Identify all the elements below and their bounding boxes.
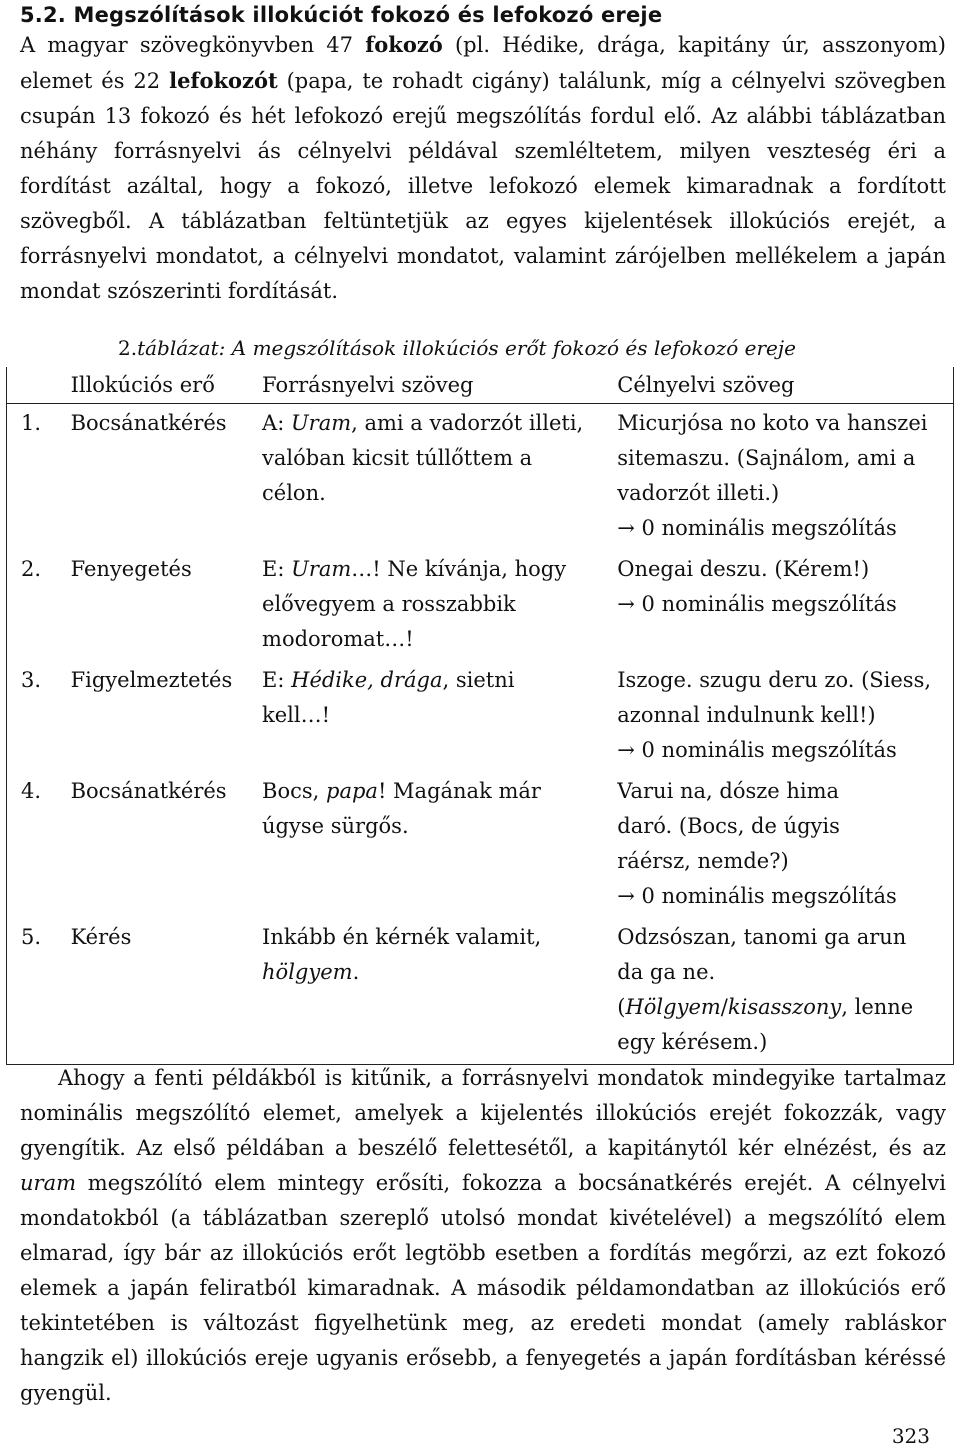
target-separator: / [720,995,728,1019]
row-target [617,661,953,772]
row-source [262,661,617,772]
row-number: 3. [7,661,71,772]
caption-number: 2. [118,336,138,360]
target-text: Micurjósa no koto va hanszei sitemaszu. (Sajnálom, ami a vadorzót illeti.) [617,411,928,505]
source-address-term: Uram [291,557,352,581]
row-number: 1. [7,404,71,551]
source-text: Inkább én kérnék valamit, [262,925,542,949]
intro-text-3: (papa, te rohadt cigány) találunk, míg a célnyelvi szövegben csupán 13 fokozó és hét lefokozó erejű megszólítás fordul elő. Az alábbi táblázatban néhány forrásnyelvi ás célnyelvi példával szemléltetem, milyen veszteség éri a fordítást azáltal, hogy a fokozó, illetve lefokozó elemek kimaradnak a fordított szövegből. A táblázatban feltüntetjük az egyes kijelentések illokúciós erejét, a forrásnyelvi mondatot, a célnyelvi mondatot, valamint zárójelben mellékelem a japán mondat szószerinti fordítását. [20,69,946,303]
source-text: Bocs, [262,779,326,803]
arrow-note: → 0 nominális megszólítás [617,884,897,908]
header-num [7,367,71,404]
row-number: 2. [7,550,71,661]
source-text: , ami a vadorzót illeti, valóban kicsit túllőttem a célon. [262,411,584,505]
header-force: Illokúciós erő [70,373,215,397]
row-force: Bocsánatkérés [71,404,262,551]
source-text: …! Ne kívánja, hogy elővegyem a rosszabbik modoromat…! [262,557,567,651]
source-text: E: [262,557,292,581]
source-address-term: Uram [290,411,352,435]
table-row [7,550,954,661]
source-text: , sietni kell…! [262,668,515,727]
row-force: Bocsánatkérés [70,779,227,803]
row-number: 5. [7,918,71,1065]
source-text: E: [262,668,292,692]
table-row [7,404,954,551]
discussion-text-2: megszólító elem mintegy erősíti, fokozza a bocsánatkérés erejét. A célnyelvi mondatokból (a táblázatban szereplő utolsó mondat kivételével) a megszólító elem elmarad, így bár az illokúciós erőt legtöbb esetben a fordítás megőrzi, az ezt fokozó elemek a japán feliratból kimaradnak. A második példamondatban az illokúciós erő tekintetében is változást figyelhetünk meg, az eredeti mondat (amely rabláskor hangzik el) illokúciós ereje ugyanis erősebb, a fenyegetés a japán fordításban kéréssé gyengül. [20,1171,946,1405]
row-force: Kérés [71,918,262,1065]
intro-bold-fokozo: fokozó [365,32,443,57]
target-text: Iszoge. szugu deru zo. (Siess, azonnal indulnunk kell!) [617,668,932,727]
target-text: Varui na, dósze hima daró. (Bocs, de úgyis ráérsz, nemde?) [617,779,840,873]
table-caption [118,336,796,360]
row-target [617,404,953,551]
examples-table [6,367,954,1065]
source-address-term: Hédike, drága [291,668,443,692]
row-target [617,918,953,1065]
arrow-note: → 0 nominális megszólítás [617,516,897,540]
intro-text-1: A magyar szövegkönyvben 47 [20,33,366,57]
target-text: Onegai deszu. (Kérem!) [617,557,870,581]
row-target [617,772,953,918]
page-number: 323 [891,1424,930,1448]
intro-text-2: (pl. Hédike, drága, kapitány úr, asszonyom) elemet és 22 [20,33,946,93]
row-source [262,404,617,551]
row-force: Fenyegetés [70,557,192,581]
target-address-term: Hölgyem [625,995,721,1019]
caption-text: táblázat: A megszólítások illokúciós erőt fokozó és lefokozó ereje [137,336,796,360]
header-target: Célnyelvi szöveg [617,367,953,404]
arrow-note: → 0 nominális megszólítás [617,738,897,762]
intro-paragraph [20,27,946,309]
table-row [7,772,954,918]
source-text: . [352,960,360,984]
row-target [617,550,953,661]
discussion-italic-uram: uram [20,1171,76,1195]
row-source [262,550,617,661]
row-number: 4. [7,772,71,918]
table-row [7,918,954,1065]
table-header-row [7,367,954,404]
discussion-paragraph [20,1061,946,1411]
section-heading: 5.2. Megszólítások illokúciót fokozó és lefokozó ereje [20,3,663,27]
source-text: A: [262,411,291,435]
discussion-text-1: Ahogy a fenti példákból is kitűnik, a forrásnyelvi mondatok mindegyike tartalmaz nominális megszólító elemet, amelyek a kijelentés illokúciós erejét fokozzák, vagy gyengítik. Az első példában a beszélő felettesétől, a kapitánytól kér elnézést, és az [20,1066,946,1160]
row-source [262,918,617,1065]
header-source: Forrásnyelvi szöveg [262,373,474,397]
target-text: , lenne egy kérésem.) [617,995,914,1054]
intro-bold-lefokozot: lefokozót [169,68,278,93]
target-text: Odzsószan, tanomi ga arun da ga ne. ( [617,925,907,1019]
row-force: Figyelmeztetés [70,668,233,692]
source-address-term: papa [326,779,378,803]
table-row [7,661,954,772]
source-text: ! Magának már úgyse sürgős. [262,779,541,838]
source-address-term: hölgyem [262,960,353,984]
arrow-note: → 0 nominális megszólítás [617,592,897,616]
target-address-term: kisasszony [727,995,842,1019]
row-source [262,772,617,918]
